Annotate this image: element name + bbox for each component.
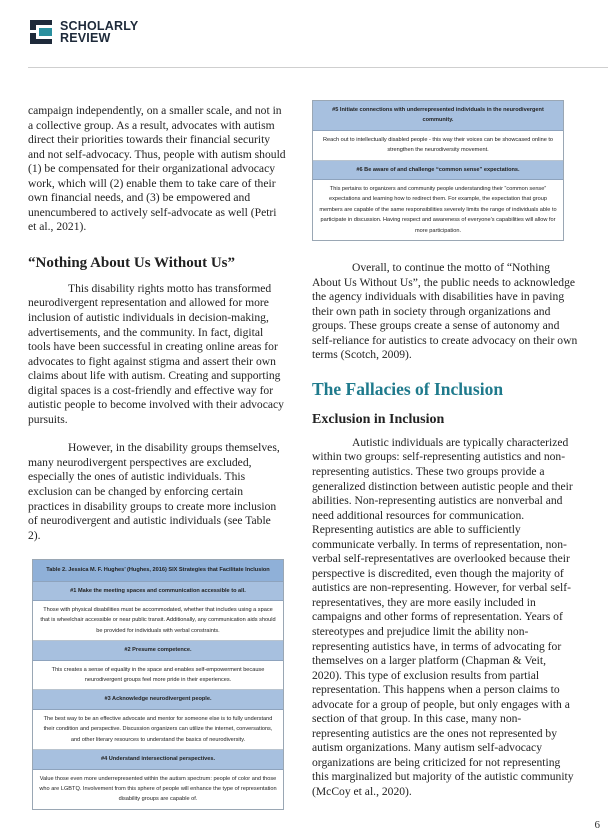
table-row-heading: #2 Presume competence. <box>33 641 283 660</box>
table-row-body: The best way to be an effective advocate and mentor for someone else is to fully understand their condition and perspective. Discussion organizers can utilize the internet, conversations, and other literary resources to understand the basics of neurodiversity. <box>33 710 283 750</box>
table-2-part-1 <box>32 559 284 810</box>
logo-line-1: SCHOLARLY <box>60 19 139 33</box>
table-row-heading: #6 Be aware of and challenge “common sense” expectations. <box>313 161 563 180</box>
right-column <box>312 100 578 800</box>
subsection-heading: Exclusion in Inclusion <box>312 411 445 427</box>
right-paragraph-2: Autistic individuals are typically characterized within two groups: self-representing autistics and non-representing autistics. These two groups provide a generalized distinction between autistic people and their abilities. Non-representing autistics are nonverbal and need additional resources for communication. Representing autistics are able to sufficiently communicate verbally. In terms of representation, non-verbal self-representatives are overlooked because their perspective is discredited, even though the majority of autistics are non-representing. However, for verbal self-representatives, they are more easily included in campaigns and other forms of representation. Years of stereotypes and prejudice limit the ability non-representing autistics have, in terms of advocating for themselves on a larger platform (Chapman & Veit, 2020). This type of exclusion results from partial representation. This happens when a person claims to advocate for a group of people, but only engages with a section of that group. In this case, many non-representing autistics are the ones not represented by autism organizations. Many autism self-advocacy organizations are being criticized for not representing this marginalized but majority of the autistic community (McCoy et al., 2020). <box>312 435 574 799</box>
section-heading: The Fallacies of Inclusion <box>312 378 504 399</box>
logo-line-2: REVIEW <box>60 31 111 45</box>
table-row-body: This pertains to organizers and community people understanding their “common sense” expectations and learning how to redirect them. For example, the expectation that group members are capable of the same responsibilities severely limits the range of individuals able to participate in discussion. Having respect and awareness of everyone’s capabilities will allow for more participation. <box>319 186 557 234</box>
table-row-body: Those with physical disabilities must be accommodated, whether that includes using a space that is wheelchair accessible or near public transit. Additionally, any communication aids should be provided for individuals with verbal constraints. <box>33 601 283 641</box>
logo-wordmark <box>60 20 138 44</box>
table-row-body: This creates a sense of equality in the space and enables self-empowerment because neurodivergent groups feel more pride in their experiences. <box>33 661 283 691</box>
table-row-heading: #4 Understand intersectional perspectives. <box>33 750 283 769</box>
logo[interactable] <box>28 18 138 46</box>
table-2-part-2 <box>312 100 564 241</box>
right-paragraph-1: Overall, to continue the motto of “Nothing About Us Without Us”, the public needs to acknowledge the agency individuals with disabilities have in paving their own path in society through organizations and groups. These groups create a sense of autonomy and self-reliance for autistics to create advocacy on their own terms (Scotch, 2009). <box>312 261 578 362</box>
left-paragraph-1: campaign independently, on a smaller scale, and not in a collective group. As a result, advocates with autism direct their priorities towards their financial security and not self-advocacy. Thus, people with autism should (1) be compensated for their organizational advocacy work, which will (2) enable them to take care of their own financial needs, and (3) be empowered and unencumbered to actively self-advocate as well (Petri et al., 2021). <box>28 104 286 234</box>
left-column <box>28 104 286 810</box>
table-row-body: Reach out to intellectually disabled people - this way their voices can be showcased online to strengthen the neurodiversity movement. <box>313 131 563 161</box>
table-row-heading: #5 Initiate connections with underrepresented individuals in the neurodivergent community. <box>313 101 563 131</box>
table-row-body: Value those even more underrepresented within the autism spectrum: people of color and those who are LGBTQ. Involvement from this sphere of people will enhance the type of representation disability groups are capable of. <box>39 775 277 803</box>
nothing-about-us-heading: “Nothing About Us Without Us” <box>28 254 236 271</box>
scholarly-review-logo-icon <box>28 18 54 46</box>
table-row-heading: #3 Acknowledge neurodivergent people. <box>33 690 283 709</box>
page-number: 6 <box>594 819 600 831</box>
left-paragraph-2: This disability rights motto has transformed neurodivergent representation and allowed for more inclusion of autistic individuals in decision-making, advertisements, and the community. In fact, digital tools have been successful in creating online areas for advocates to fight against stigma and assert their own claims about life with autism. Creating and supporting digital spaces is a cost-friendly and effective way for autistic people to become involved with their advocacy pursuits. <box>28 281 284 426</box>
table-title: Table 2. Jessica M. F. Hughes’ (Hughes, 2016) SIX Strategies that Facilitate Inclusion <box>33 560 283 581</box>
header-divider <box>28 67 608 68</box>
left-paragraph-3: However, in the disability groups themselves, many neurodivergent perspectives are excluded, especially the ones of autistic individuals. This exclusion can be changed by enforcing certain practices in disability groups to create more inclusion of neurodivergent and autistic individuals (see Table 2). <box>28 441 280 542</box>
table-row-heading: #1 Make the meeting spaces and communication accessible to all. <box>33 582 283 601</box>
